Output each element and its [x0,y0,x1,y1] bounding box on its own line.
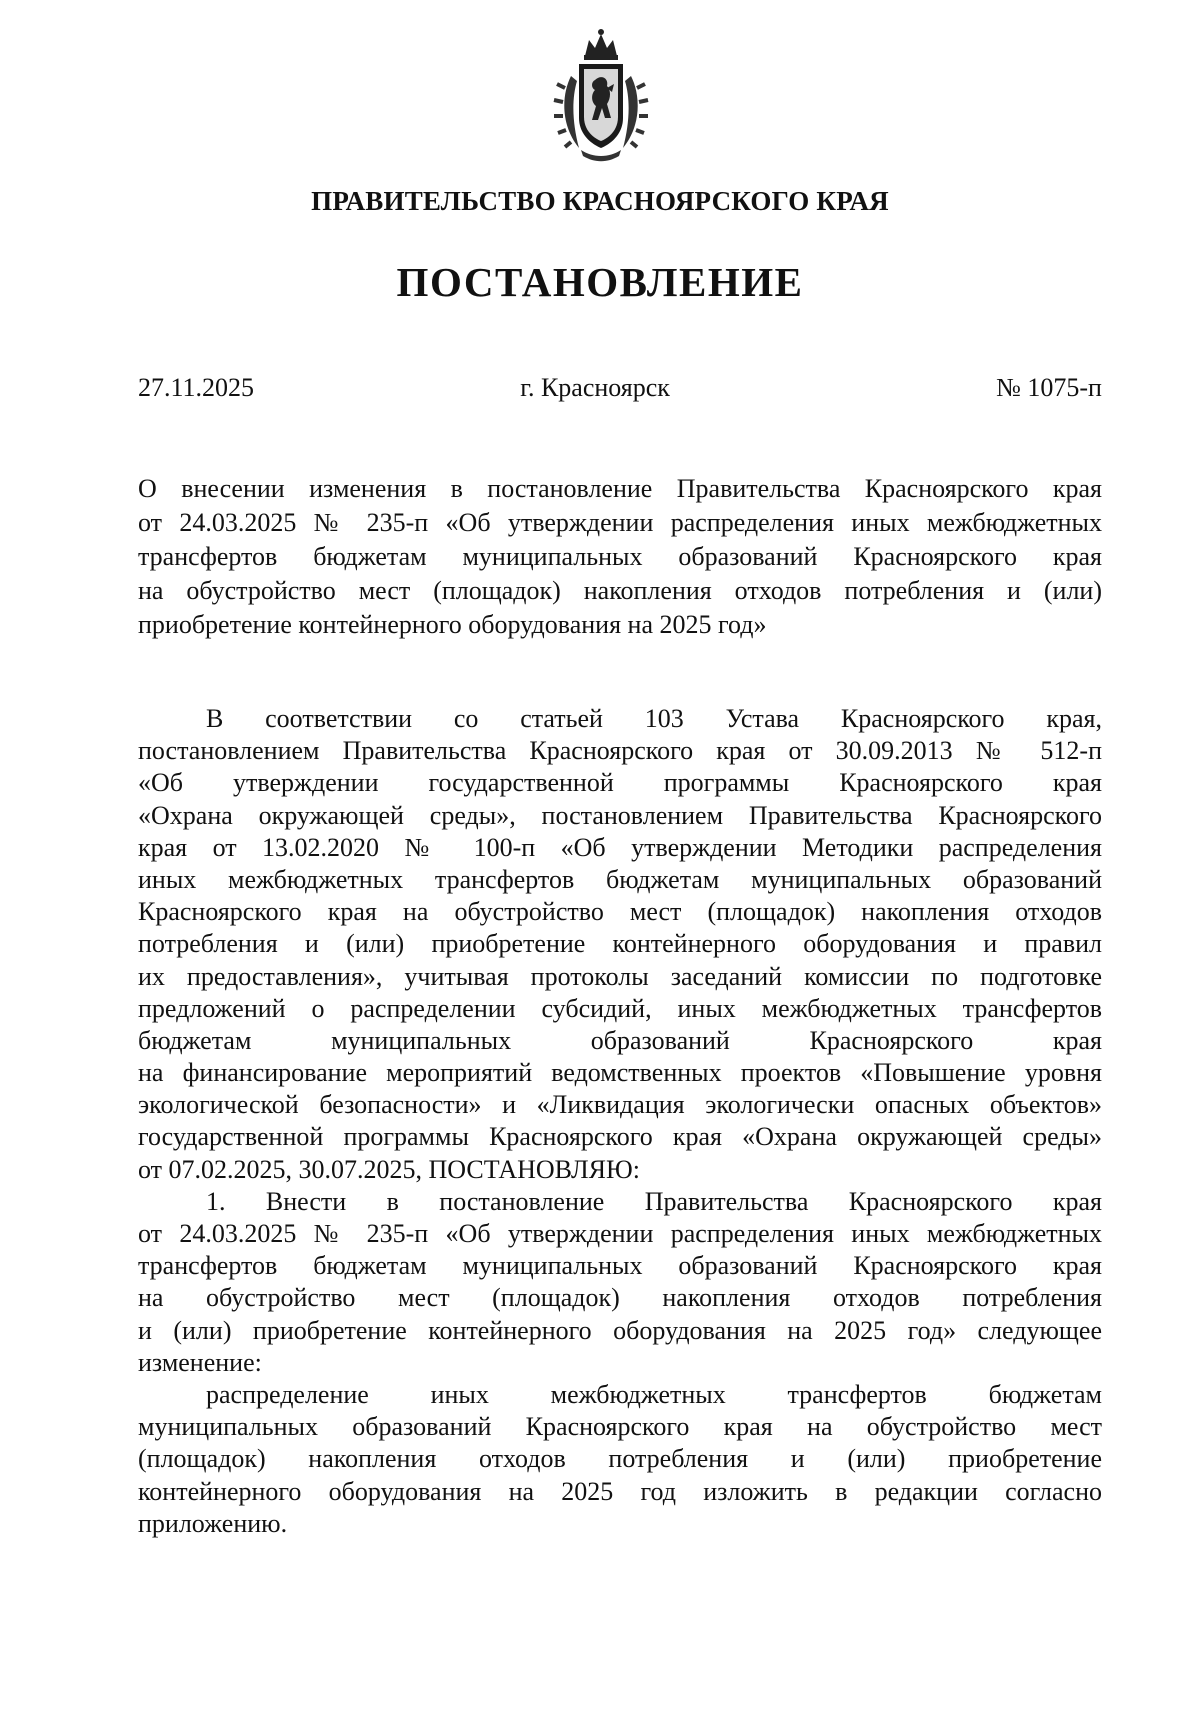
body-line: «Охрана окружающей среды», постановлением Правительства Красноярского [138,800,1102,830]
document-meta-row [138,373,1102,403]
body-line: контейнерного оборудования на 2025 год изложить в редакции согласно [138,1476,1102,1506]
body-line: иных межбюджетных трансфертов бюджетам муниципальных образований [138,864,1102,894]
body-line: изменение: [138,1347,262,1377]
body-line: от 24.03.2025 № 235-п «Об утверждении распределения иных межбюджетных [138,1219,1102,1248]
document-body [138,703,1102,1540]
subject-line: приобретение контейнерного оборудования на 2025 год» [138,610,767,639]
body-line: края от 13.02.2020 № 100-п «Об утверждении Методики распределения [138,832,1102,862]
body-line: потребления и (или) приобретение контейнерного оборудования и правил [138,929,1102,959]
body-line: на финансирование мероприятий ведомственных проектов «Повышение уровня [138,1058,1102,1088]
body-line: постановлением Правительства Красноярского края от 30.09.2013 № 512-п [138,736,1102,766]
document-number: № 1075-п [996,373,1102,402]
document-date: 27.11.2025 [138,373,255,402]
government-title: ПРАВИТЕЛЬСТВО КРАСНОЯРСКОГО КРАЯ [311,186,889,216]
coat-of-arms-icon [551,26,651,166]
body-line: бюджетам муниципальных образований Красноярского края [138,1025,1102,1055]
body-line: трансфертов бюджетам муниципальных образований Красноярского края [138,1251,1102,1281]
body-line: на обустройство мест (площадок) накопления отходов потребления [138,1283,1102,1313]
body-line: Красноярского края на обустройство мест (площадок) накопления отходов [138,897,1102,927]
body-line: предложений о распределении субсидий, иных межбюджетных трансфертов [138,993,1102,1023]
body-line: В соответствии со статьей 103 Устава Красноярского края, [206,704,1102,733]
body-line: экологической безопасности» и «Ликвидация экологически опасных объектов» [138,1090,1102,1120]
subject-line: трансфертов бюджетам муниципальных образований Красноярского края [138,542,1102,571]
subject-line: на обустройство мест (площадок) накопления отходов потребления и (или) [138,576,1102,605]
body-line: муниципальных образований Красноярского края на обустройство мест [138,1412,1102,1442]
body-line: их предоставления», учитывая протоколы заседаний комиссии по подготовке [138,961,1102,991]
document-type: ПОСТАНОВЛЕНИЕ [396,259,804,305]
document-subject [138,472,1102,642]
body-line: 1. Внести в постановление Правительства Красноярского края [206,1186,1102,1216]
body-line: и (или) приобретение контейнерного оборудования на 2025 год» следующее [138,1315,1102,1345]
body-line: от 07.02.2025, 30.07.2025, ПОСТАНОВЛЯЮ: [138,1154,640,1184]
document-city: г. Красноярск [520,373,670,402]
body-line: (площадок) накопления отходов потребления и (или) приобретение [138,1444,1102,1474]
body-line: государственной программы Красноярского края «Охрана окружающей среды» [138,1122,1102,1152]
body-line: «Об утверждении государственной программы Красноярского края [138,768,1102,798]
body-line: приложению. [138,1508,288,1538]
subject-line: О внесении изменения в постановление Правительства Красноярского края [138,474,1102,503]
body-line: распределение иных межбюджетных трансфертов бюджетам [206,1379,1102,1409]
subject-line: от 24.03.2025 № 235-п «Об утверждении распределения иных межбюджетных [138,508,1102,537]
